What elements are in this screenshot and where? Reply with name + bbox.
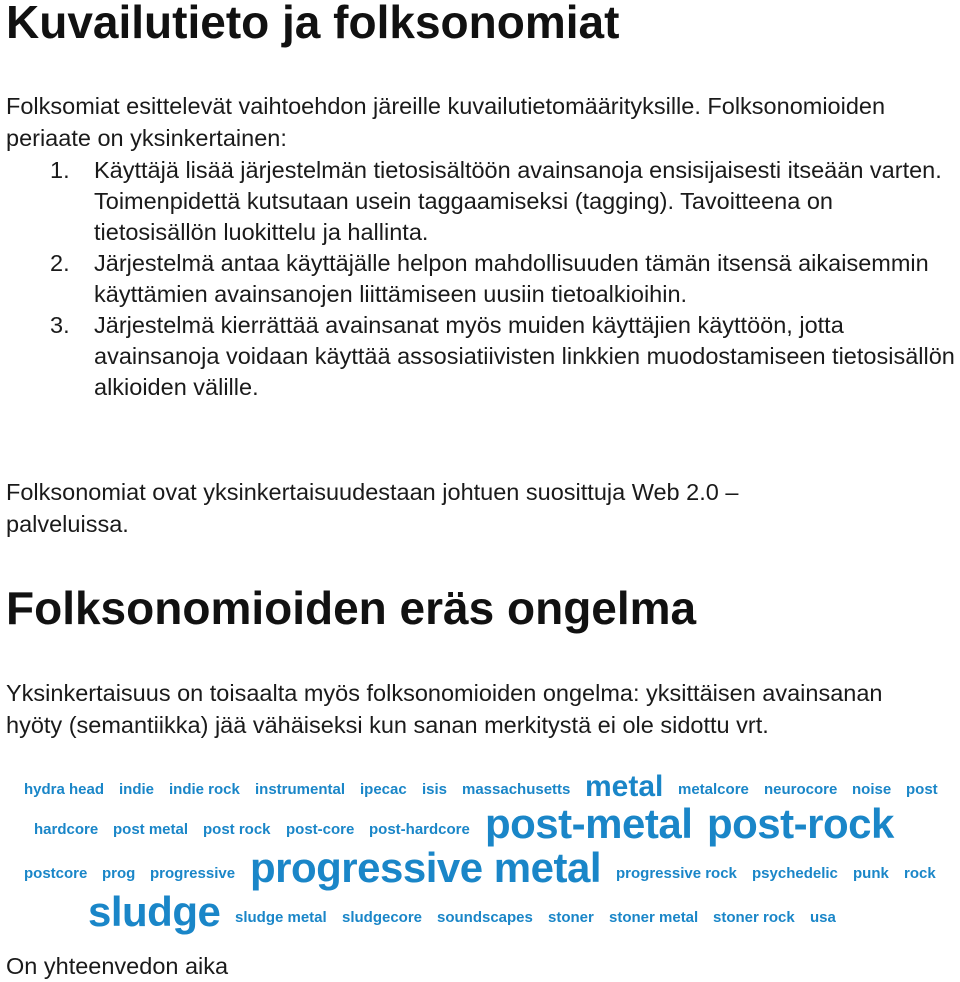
- tag-cloud-tag: neurocore: [764, 781, 838, 798]
- tag-cloud-tag: usa: [810, 909, 836, 926]
- tag-cloud-tag: progressive rock: [616, 865, 737, 882]
- list-item: [0, 155, 958, 248]
- tag-cloud-tag: stoner rock: [713, 909, 795, 926]
- tag-cloud-tag: postcore: [24, 865, 88, 882]
- tag-cloud-tag: rock: [904, 865, 936, 882]
- tag-cloud-tag: sludgecore: [342, 909, 423, 926]
- tag-cloud-tag: psychedelic: [752, 865, 838, 882]
- list-item-number: 1.: [50, 157, 70, 183]
- tag-cloud-image: [0, 770, 960, 935]
- summary-paragraph: Folksonomiat ovat yksinkertaisuudestaan johtuen suosittuja Web 2.0 –palveluissa.: [6, 479, 739, 537]
- list-item-text: Järjestelmä kierrättää avainsanat myös muiden käyttäjien käyttöön, jotta avainsanoja voidaan käyttää assosiatiivisten linkkien muodostamiseen tietosisällön alkioiden välille.: [94, 312, 955, 400]
- tag-cloud-tag: stoner metal: [609, 909, 699, 926]
- tag-cloud-tag: hardcore: [34, 821, 99, 838]
- tag-cloud-tag: massachusetts: [462, 781, 571, 798]
- tag-cloud-tag: post metal: [113, 821, 189, 838]
- list-item: [0, 248, 958, 310]
- tag-cloud-tag: indie: [119, 781, 155, 798]
- tag-cloud-tag: isis: [422, 781, 448, 798]
- tag-cloud-tag: instrumental: [255, 781, 346, 798]
- tag-cloud-tag: hydra head: [24, 781, 105, 798]
- tag-cloud-tag: post rock: [203, 821, 271, 838]
- folksonomy-principle-list: [0, 155, 958, 403]
- tag-cloud-tag: post-metal: [485, 800, 693, 847]
- tag-cloud-tag: metal: [585, 770, 664, 803]
- list-item-text: Järjestelmä antaa käyttäjälle helpon mahdollisuuden tämän itsensä aikaisemmin käyttämien avainsanojen liittämiseen uusiin tietoalkioihin.: [94, 250, 929, 307]
- tag-cloud-tag: soundscapes: [437, 909, 533, 926]
- tag-cloud-tag: sludge: [88, 888, 221, 935]
- list-item-number: 3.: [50, 312, 70, 338]
- intro-paragraph: Folksomiat esittelevät vaihtoehdon järeille kuvailutietomäärityksille. Folksonomioiden periaate on yksinkertainen:: [6, 93, 886, 151]
- list-item-text: Käyttäjä lisää järjestelmän tietosisältöön avainsanoja ensisijaisesti itseään varten. Toimenpidettä kutsutaan usein taggaamiseksi (tagging). Tavoitteena on tietosisällön luokittelu ja hallinta.: [94, 157, 942, 245]
- tag-cloud-tag: ipecac: [360, 781, 407, 798]
- tag-cloud-tag: prog: [102, 865, 136, 882]
- footer-text: On yhteenvedon aika: [6, 953, 229, 979]
- tag-cloud-tag: indie rock: [169, 781, 240, 798]
- tag-cloud-tag: progressive metal: [250, 844, 602, 891]
- tag-cloud-tag: post-rock: [707, 800, 894, 847]
- problem-paragraph: Yksinkertaisuus on toisaalta myös folksonomioiden ongelma: yksittäisen avainsanan hyöty (semantiikka) jää vähäiseksi kun sanan merkitystä ei ole sidottu vrt.: [6, 680, 883, 738]
- tag-cloud-tag: punk: [853, 865, 889, 882]
- list-item: [0, 310, 958, 403]
- tag-cloud-tag: noise: [852, 781, 892, 798]
- tag-cloud-tag: stoner: [548, 909, 594, 926]
- tag-cloud-tag: progressive: [150, 865, 236, 882]
- section-title-kuvailutieto: Kuvailutieto ja folksonomiat: [6, 0, 620, 48]
- tag-cloud-tag: post-hardcore: [369, 821, 470, 838]
- section-title-ongelma: Folksonomioiden eräs ongelma: [6, 582, 697, 634]
- tag-cloud-tag: post: [906, 781, 938, 798]
- tag-cloud-tag: post-core: [286, 821, 355, 838]
- tag-cloud-tag: metalcore: [678, 781, 749, 798]
- tag-cloud-tag: sludge metal: [235, 909, 327, 926]
- list-item-number: 2.: [50, 250, 70, 276]
